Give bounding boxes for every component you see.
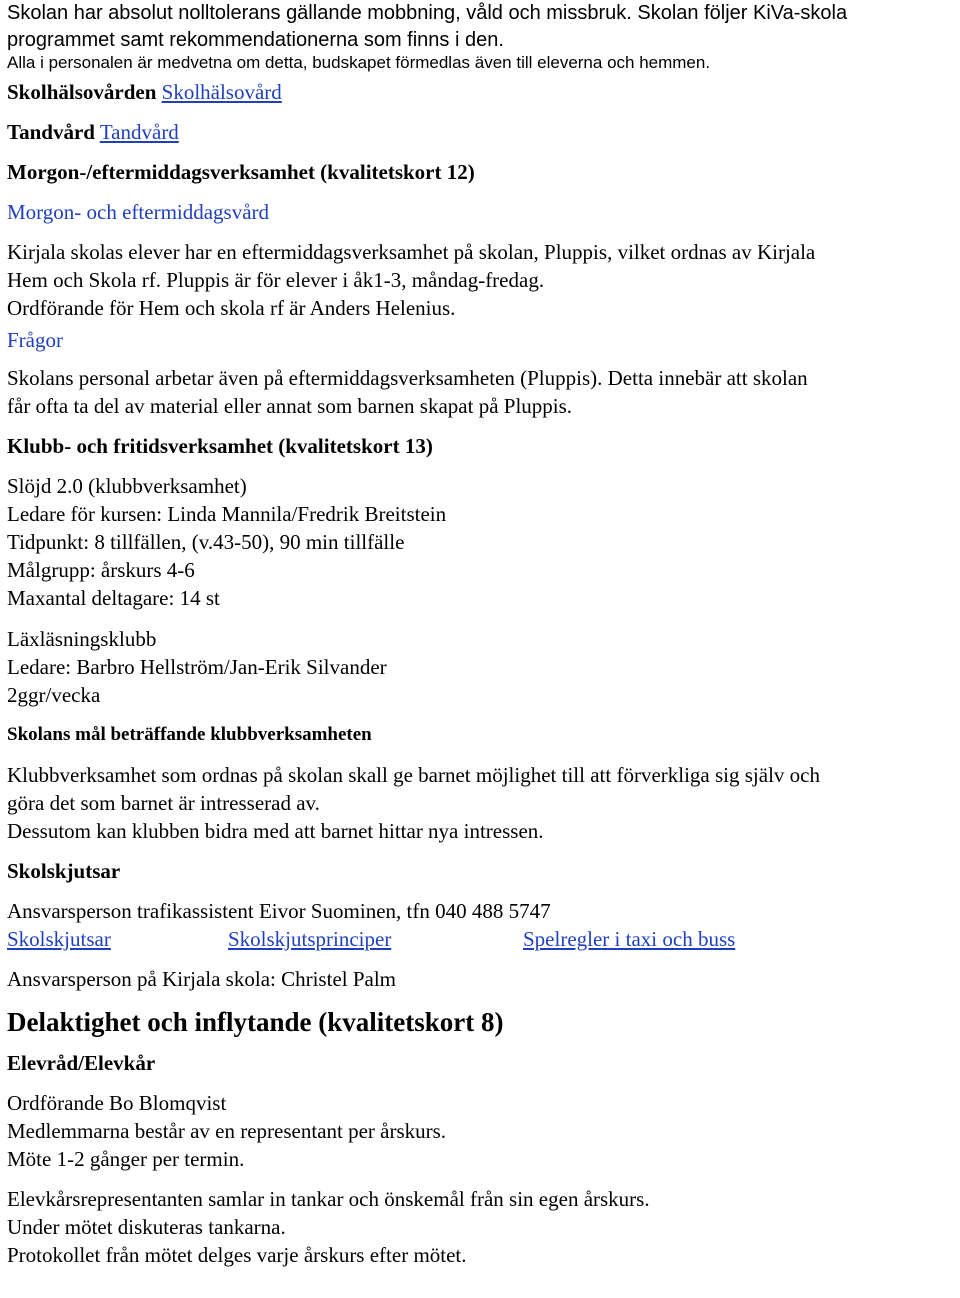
goals-line-2: göra det som barnet är intresserad av. <box>7 791 320 815</box>
council-line: Elevkårsrepresentanten samlar in tankar och önskemål från sin egen årskurs. <box>7 1187 650 1211</box>
participation-heading: Delaktighet och inflytande (kvalitetskort 8) <box>7 1007 504 1037</box>
transport-links <box>7 925 957 953</box>
health-link[interactable]: Skolhälsovård <box>161 80 282 104</box>
sloyd-line: Slöjd 2.0 (klubbverksamhet) <box>7 474 247 498</box>
morning-paragraph-2 <box>7 364 957 420</box>
morning-care-link[interactable]: Morgon- och eftermiddagsvård <box>7 200 270 224</box>
morning-paragraph-1 <box>7 238 957 322</box>
dental-link[interactable]: Tandvård <box>99 120 179 144</box>
morning-p1-line-2: Hem och Skola rf. Pluppis är för elever i åk1-3, måndag-fredag. <box>7 268 545 292</box>
transport-school-contact: Ansvarsperson på Kirjala skola: Christel Palm <box>7 967 397 991</box>
sloyd-line: Målgrupp: årskurs 4-6 <box>7 558 195 582</box>
intro-line-1: Skolan har absolut nolltolerans gällande mobbning, våld och missbruk. Skolan följer KiVa-skola <box>7 2 848 24</box>
morning-p1-line-3: Ordförande för Hem och skola rf är Anders Helenius. <box>7 296 456 320</box>
council-heading: Elevråd/Elevkår <box>7 1051 156 1075</box>
goals-line-1: Klubbverksamhet som ordnas på skolan skall ge barnet möjlighet till att förverkliga sig själv och <box>7 763 820 787</box>
council-line: Under mötet diskuteras tankarna. <box>7 1215 286 1239</box>
club-goals-heading: Skolans mål beträffande klubbverksamheten <box>7 724 372 745</box>
council-paragraph-1 <box>7 1089 957 1173</box>
intro-text <box>7 0 957 74</box>
sloyd-club <box>7 472 957 612</box>
club-heading: Klubb- och fritidsverksamhet (kvalitetskort 13) <box>7 434 433 458</box>
homework-line: Ledare: Barbro Hellström/Jan-Erik Silvander <box>7 655 387 679</box>
morning-link-row <box>7 198 957 226</box>
homework-line: Läxläsningsklubb <box>7 627 157 651</box>
transport-link-principles[interactable]: Skolskjutsprinciper <box>228 927 392 951</box>
morning-p1-line-1: Kirjala skolas elever har en eftermiddagsverksamhet på skolan, Pluppis, vilket ordnas av Kirjala <box>7 240 816 264</box>
homework-club <box>7 625 957 709</box>
questions-row <box>7 326 957 354</box>
morning-heading: Morgon-/eftermiddagsverksamhet (kvalitetskort 12) <box>7 160 475 184</box>
health-section <box>7 78 957 106</box>
council-line: Protokollet från mötet delges varje årskurs efter mötet. <box>7 1243 467 1267</box>
transport-contact: Ansvarsperson trafikassistent Eivor Suominen, tfn 040 488 5747 <box>7 899 551 923</box>
transport-link-taxi-rules[interactable]: Spelregler i taxi och buss <box>523 927 736 951</box>
questions-link[interactable]: Frågor <box>7 328 63 352</box>
sloyd-line: Tidpunkt: 8 tillfällen, (v.43-50), 90 min tillfälle <box>7 530 405 554</box>
intro-line-3: Alla i personalen är medvetna om detta, budskapet förmedlas även till eleverna och hemmen. <box>7 53 711 72</box>
transport-heading: Skolskjutsar <box>7 859 121 883</box>
club-goals-paragraph <box>7 761 957 845</box>
morning-p2-line-2: får ofta ta del av material eller annat som barnen skapat på Pluppis. <box>7 394 573 418</box>
council-paragraph-2 <box>7 1185 957 1269</box>
sloyd-line: Ledare för kursen: Linda Mannila/Fredrik Breitstein <box>7 502 447 526</box>
morning-p2-line-1: Skolans personal arbetar även på eftermiddagsverksamheten (Pluppis). Detta innebär att skolan <box>7 366 808 390</box>
health-heading: Skolhälsovården <box>7 80 157 104</box>
goals-line-3: Dessutom kan klubben bidra med att barnet hittar nya intressen. <box>7 819 544 843</box>
document-page <box>7 0 957 1269</box>
sloyd-line: Maxantal deltagare: 14 st <box>7 586 220 610</box>
dental-heading: Tandvård <box>7 120 95 144</box>
council-line: Möte 1-2 gånger per termin. <box>7 1147 245 1171</box>
intro-line-2: programmet samt rekommendationerna som finns i den. <box>7 29 504 51</box>
dental-section <box>7 118 957 146</box>
transport-link-skolskjutsar[interactable]: Skolskjutsar <box>7 927 111 951</box>
homework-line: 2ggr/vecka <box>7 683 101 707</box>
council-line: Medlemmarna består av en representant per årskurs. <box>7 1119 447 1143</box>
council-line: Ordförande Bo Blomqvist <box>7 1091 227 1115</box>
